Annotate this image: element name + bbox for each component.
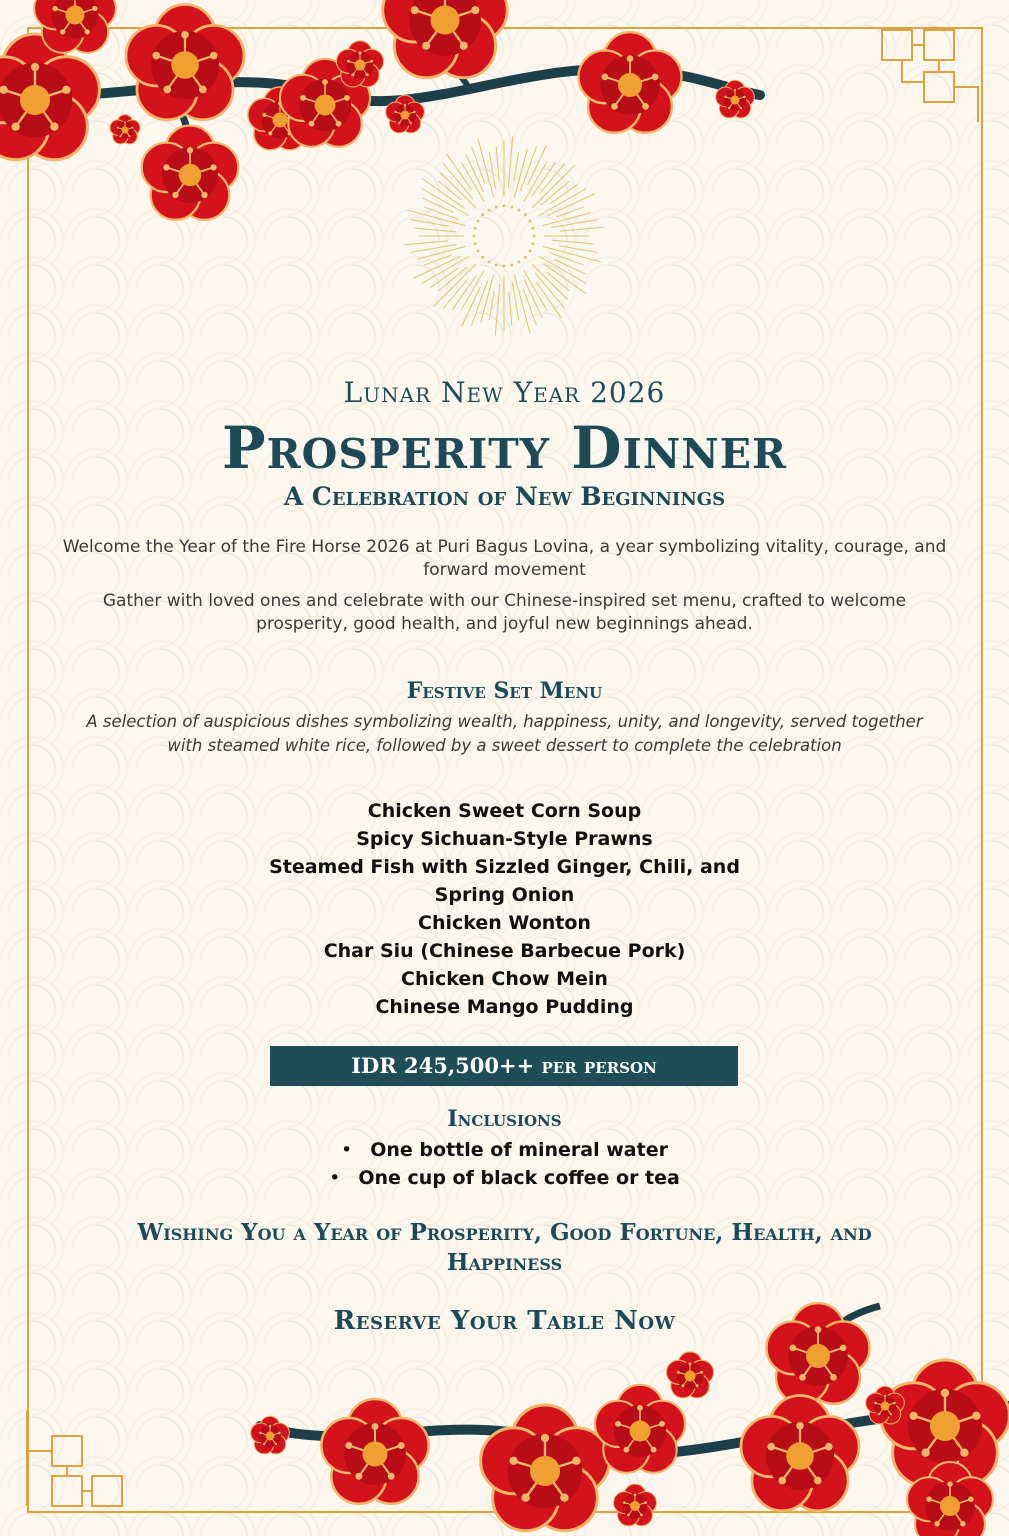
menu-item: Steamed Fish with Sizzled Ginger, Chili, and	[269, 856, 740, 878]
plum-flower-icon	[110, 115, 140, 144]
top-right-fret-ornament	[872, 22, 984, 130]
plum-flower-icon	[383, 0, 507, 78]
plum-flower-icon	[481, 1405, 610, 1531]
price-banner: IDR 245,500++ per person	[270, 1046, 738, 1086]
inclusions-list	[0, 1136, 1009, 1192]
menu-item: Char Siu (Chinese Barbecue Pork)	[323, 940, 686, 962]
inclusion-item: • One cup of black coffee or tea	[0, 1164, 1009, 1192]
bottom-left-fret-ornament	[22, 1406, 134, 1514]
plum-flower-icon	[251, 1416, 290, 1454]
menu-item: Spicy Sichuan-Style Prawns	[356, 828, 653, 850]
plum-flower-icon	[142, 126, 239, 220]
inclusion-item: • One bottle of mineral water	[0, 1136, 1009, 1164]
intro-paragraph-2: Gather with loved ones and celebrate with our Chinese-inspired set menu, crafted to welcome prosperity, good health, and joyful new beginnings ahead.	[102, 591, 907, 634]
page-title: Prosperity Dinner	[221, 414, 788, 482]
menu-item: Spring Onion	[434, 884, 575, 906]
plum-flower-icon	[614, 1484, 657, 1526]
plum-flower-icon	[34, 0, 116, 53]
plum-flower-icon	[741, 1396, 859, 1511]
menu-heading: Festive Set Menu	[406, 678, 603, 704]
menu-item: Chinese Mango Pudding	[375, 996, 634, 1018]
menu-item: Chicken Sweet Corn Soup	[367, 800, 642, 822]
menu-description: A selection of auspicious dishes symbolizing wealth, happiness, unity, and longevity, served together with steamed white rice, followed by a sweet dessert to complete the celebration	[86, 712, 923, 755]
plum-flower-icon	[126, 5, 244, 120]
reserve-call-to-action[interactable]: Reserve Your Table Now	[333, 1306, 676, 1336]
intro-paragraph-1: Welcome the Year of the Fire Horse 2026 at Puri Bagus Lovina, a year symbolizing vitality, courage, and forward movement	[62, 537, 947, 580]
menu-list	[230, 797, 779, 1021]
plum-flower-icon	[336, 41, 383, 87]
top-plum-blossom-branch	[0, 0, 780, 240]
event-kicker: Lunar New Year 2026	[343, 376, 666, 409]
plum-flower-icon	[578, 32, 681, 133]
menu-item: Chicken Wonton	[418, 912, 591, 934]
inclusions-heading: Inclusions	[447, 1106, 562, 1132]
new-year-wish: Wishing You a Year of Prosperity, Good Fortune, Health, and Happiness	[137, 1219, 872, 1276]
plum-flower-icon	[666, 1352, 713, 1398]
menu-item: Chicken Chow Mein	[401, 968, 608, 990]
plum-flower-icon	[595, 1385, 685, 1473]
plum-flower-icon	[321, 1399, 428, 1504]
page-subtitle: A Celebration of New Beginnings	[283, 482, 726, 511]
